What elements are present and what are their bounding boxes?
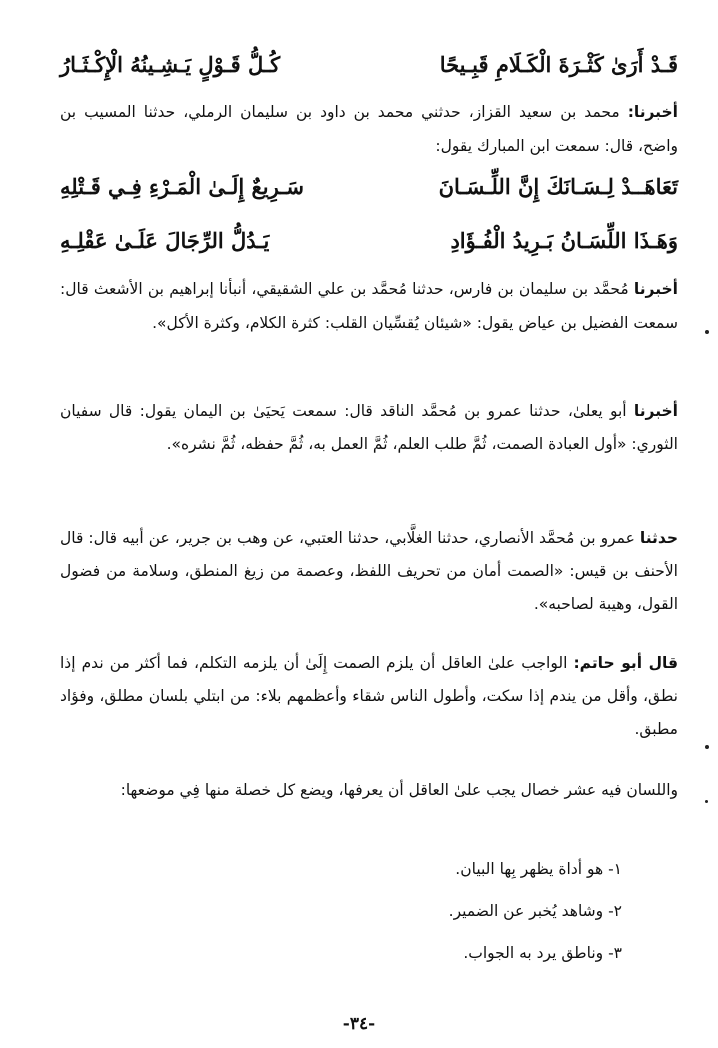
paragraph-1 — [60, 95, 678, 163]
paragraph-text: مُحمَّد بن سليمان بن فارس، حدثنا مُحمَّد بن علي الشقيقي، أنبأنا إبراهيم بن الأشعث قال: سمعت الفضيل بن عياض يقول: «شيئان يُقسِّيان القلب: كثرة الكلام، وكثرة الأكل». — [60, 280, 678, 332]
verse-2-first-hemistich: تَعَاهَــدْ لِـسَـانَكَ إِنَّ اللِّـسَـانَ — [438, 173, 678, 199]
paragraph-text: واللسان فيه عشر خصال يجب علىٰ العاقل أن يعرفها، ويضع كل خصلة منها فِي موضعها: — [120, 781, 678, 799]
paragraph-text: أبو يعلىٰ، حدثنا عمرو بن مُحمَّد الناقد قال: سمعت يَحيَىٰ بن اليمان يقول: قال سفيان الثوري: «أول العبادة الصمت، ثُمَّ طلب العلم، ثُمَّ العمل به، ثُمَّ حفظه، ثُمَّ نشره». — [60, 402, 678, 453]
margin-speck — [705, 745, 709, 749]
list-item-3: ٣- وناطق يرد به الجواب. — [463, 944, 622, 962]
verse-1-first-hemistich: قَـدْ أَرَىٰ كَثْـرَةَ الْكَـلَامِ قَبِـيحًا — [439, 51, 678, 77]
margin-speck — [705, 800, 708, 803]
verse-line-3 — [60, 218, 678, 262]
paragraph-text: عمرو بن مُحمَّد الأنصاري، حدثنا الغلَّابي، حدثنا العتبي، عن وهب بن جرير، عن أبيه قال: قال الأحنف بن قيس: «الصمت أمان من تحريف اللفظ، وعصمة من زيغ المنطق، وسلامة من فضول القول، وهيبة لصاحبه». — [60, 529, 678, 613]
paragraph-3 — [60, 395, 678, 461]
paragraph-2 — [60, 272, 678, 340]
paragraph-text: الواجب علىٰ العاقل أن يلزم الصمت إِلَىٰ أن يلزمه التكلم، فما أكثر من ندم إذا نطق، وأقل من يندم إذا سكت، وأطول الناس شقاء وأعظمهم بلاء: من ابتلي بلسان مطلق، وفؤاد مطبق. — [60, 654, 678, 738]
paragraph-6 — [60, 773, 678, 807]
list-item-1: ١- هو أداة يظهر بِها البيان. — [455, 860, 622, 878]
paragraph-5 — [60, 647, 678, 746]
verse-line-2 — [60, 164, 678, 208]
paragraph-4 — [60, 522, 678, 621]
verse-2-second-hemistich: سَـرِيعٌ إِلَـىٰ الْمَـرْءِ فِـي قَـتْلِهِ — [60, 173, 304, 199]
verse-line-1 — [60, 42, 678, 86]
paragraph-lead: قال أبو حاتم: — [573, 654, 679, 672]
verse-1-second-hemistich: كُـلُّ قَـوْلٍ يَـشِـينُهُ الْإِكْـثَـارُ — [60, 51, 281, 77]
margin-speck — [705, 330, 709, 334]
paragraph-text: محمد بن سعيد القزاز، حدثني محمد بن داود بن سليمان الرملي، حدثنا المسيب بن واضح، قال: سمعت ابن المبارك يقول: — [60, 103, 678, 155]
list-item-2: ٢- وشاهد يُخبر عن الضمير. — [448, 902, 622, 920]
paragraph-lead: أخبرنا — [633, 280, 678, 298]
paragraph-lead: أخبرنا — [633, 402, 678, 420]
verse-3-second-hemistich: يَـدُلُّ الرِّجَالَ عَلَـىٰ عَقْلِـهِ — [60, 227, 270, 253]
page-number: -٣٤- — [342, 1014, 376, 1034]
paragraph-lead: أخبرنا: — [627, 103, 678, 121]
paragraph-lead: حدثنا — [639, 529, 678, 547]
verse-3-first-hemistich: وَهَـذَا اللِّسَـانُ بَـرِيدُ الْفُـؤَادِ — [450, 227, 678, 253]
